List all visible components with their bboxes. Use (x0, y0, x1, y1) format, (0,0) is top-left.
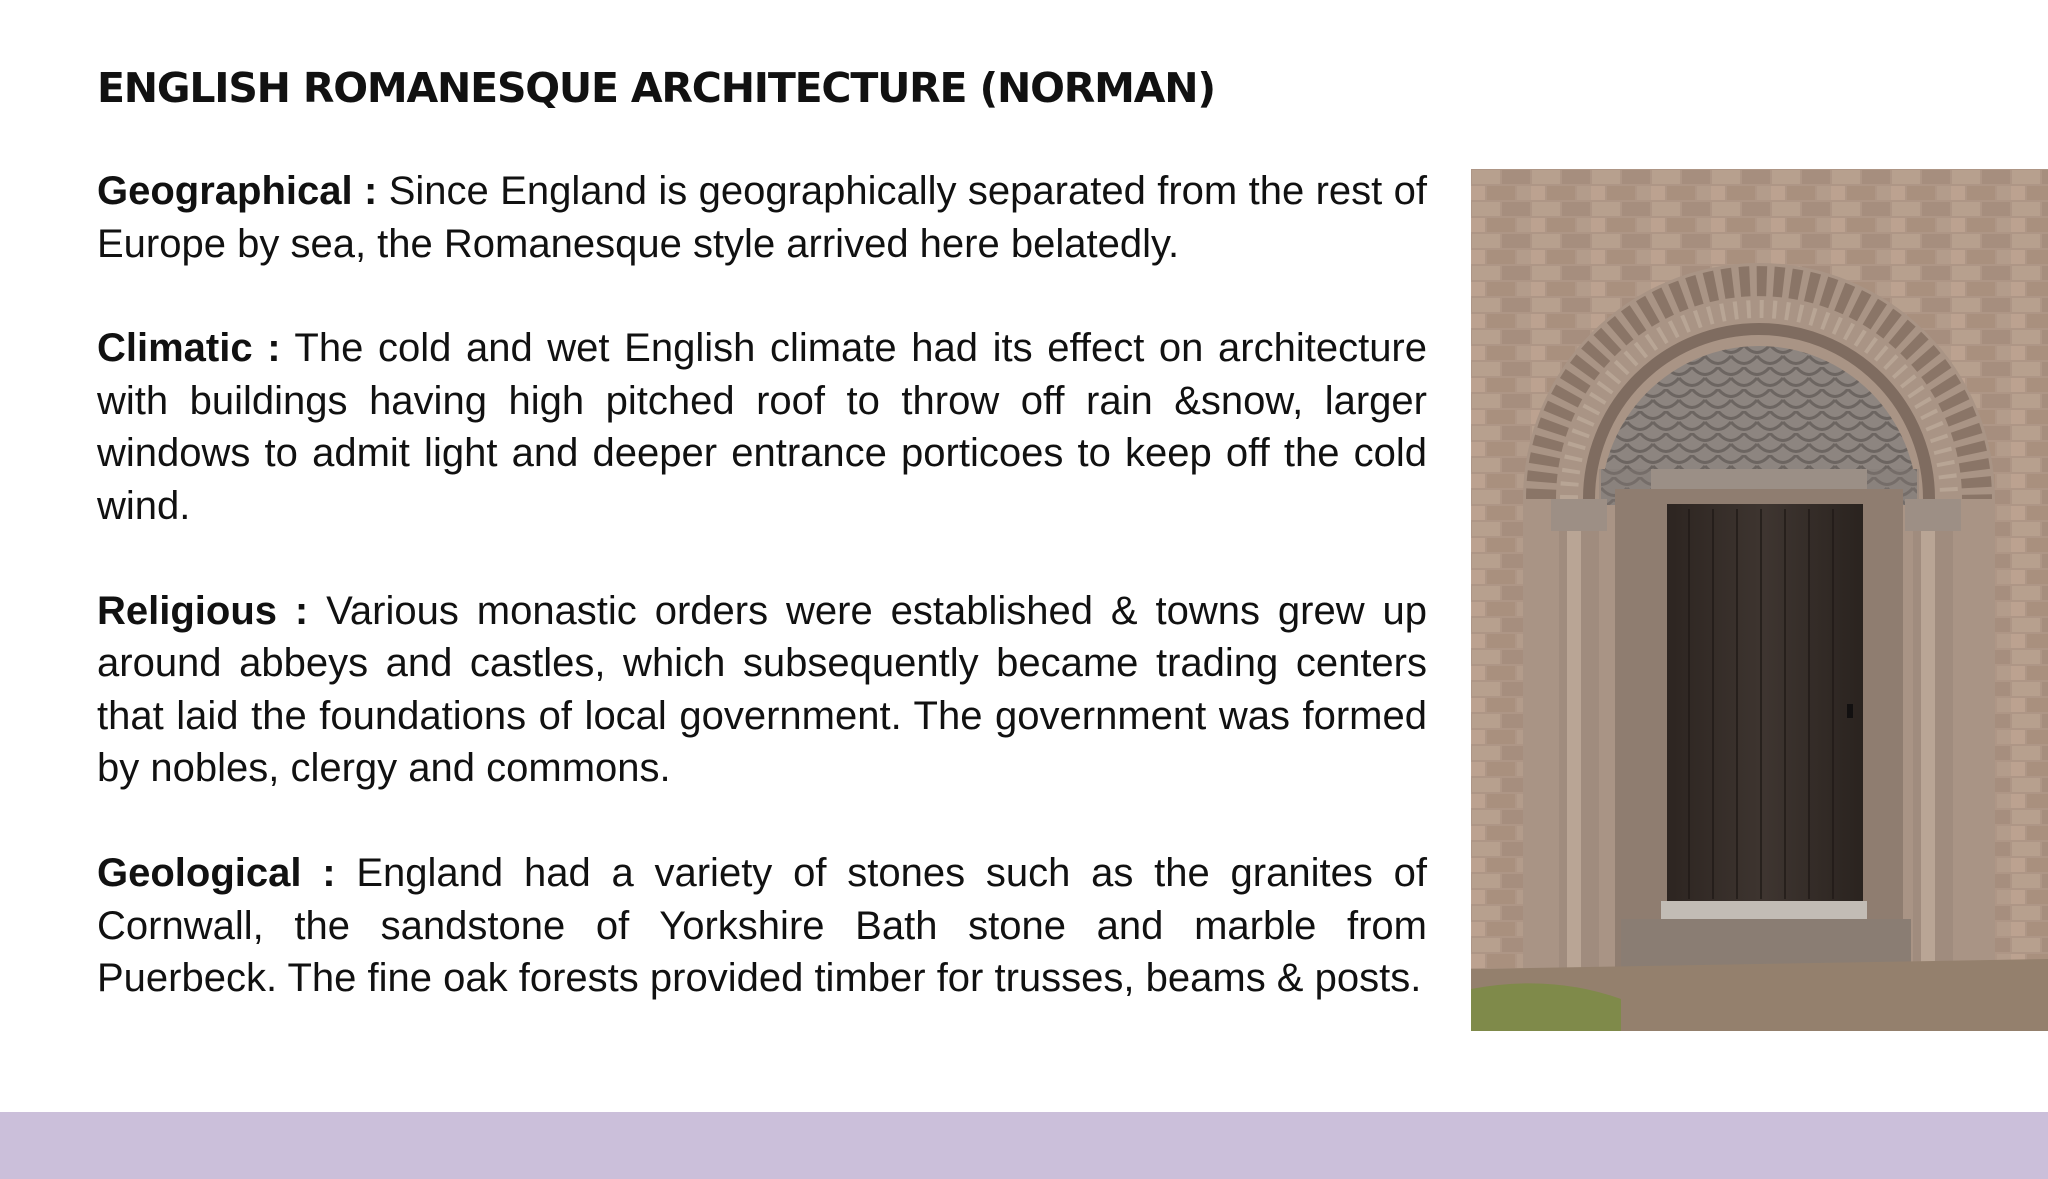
paragraph-text: Since England is geographically separated from the rest of Europe by sea, the Romanesque style arrived here belatedly. (97, 169, 1427, 266)
paragraph-climatic (97, 322, 1427, 532)
paragraph-text: The cold and wet English climate had its effect on architecture with buildings having high pitched roof to throw off rain &snow, larger windows to admit light and deeper entrance porticoes to keep off the cold wind. (97, 326, 1428, 528)
paragraph-heading: Religious : (97, 588, 309, 633)
paragraph-text: England had a variety of stones such as the granites of Cornwall, the sandstone of Yorkshire Bath stone and marble from Puerbeck. The fine oak forests provided timber for trusses, beams & posts. (97, 850, 1427, 1001)
slide-title: ENGLISH ROMANESQUE ARCHITECTURE (NORMAN) (97, 64, 1215, 112)
paragraph-heading: Geographical : (97, 169, 378, 213)
paragraph-religious (97, 585, 1427, 795)
content-body (97, 165, 1427, 1057)
paragraph-heading: Climatic : (97, 326, 281, 371)
paragraph-heading: Geological : (97, 850, 336, 895)
paragraph-geological (97, 847, 1427, 1005)
footer-band (0, 1112, 2048, 1179)
paragraph-geographical (97, 165, 1427, 270)
paragraph-text: Various monastic orders were established & towns grew up around abbeys and castles, which subsequently became trading centers that laid the foundations of local government. The government was formed by nobles, clergy and commons. (97, 588, 1428, 791)
norman-doorway-photo (1471, 169, 2048, 1031)
